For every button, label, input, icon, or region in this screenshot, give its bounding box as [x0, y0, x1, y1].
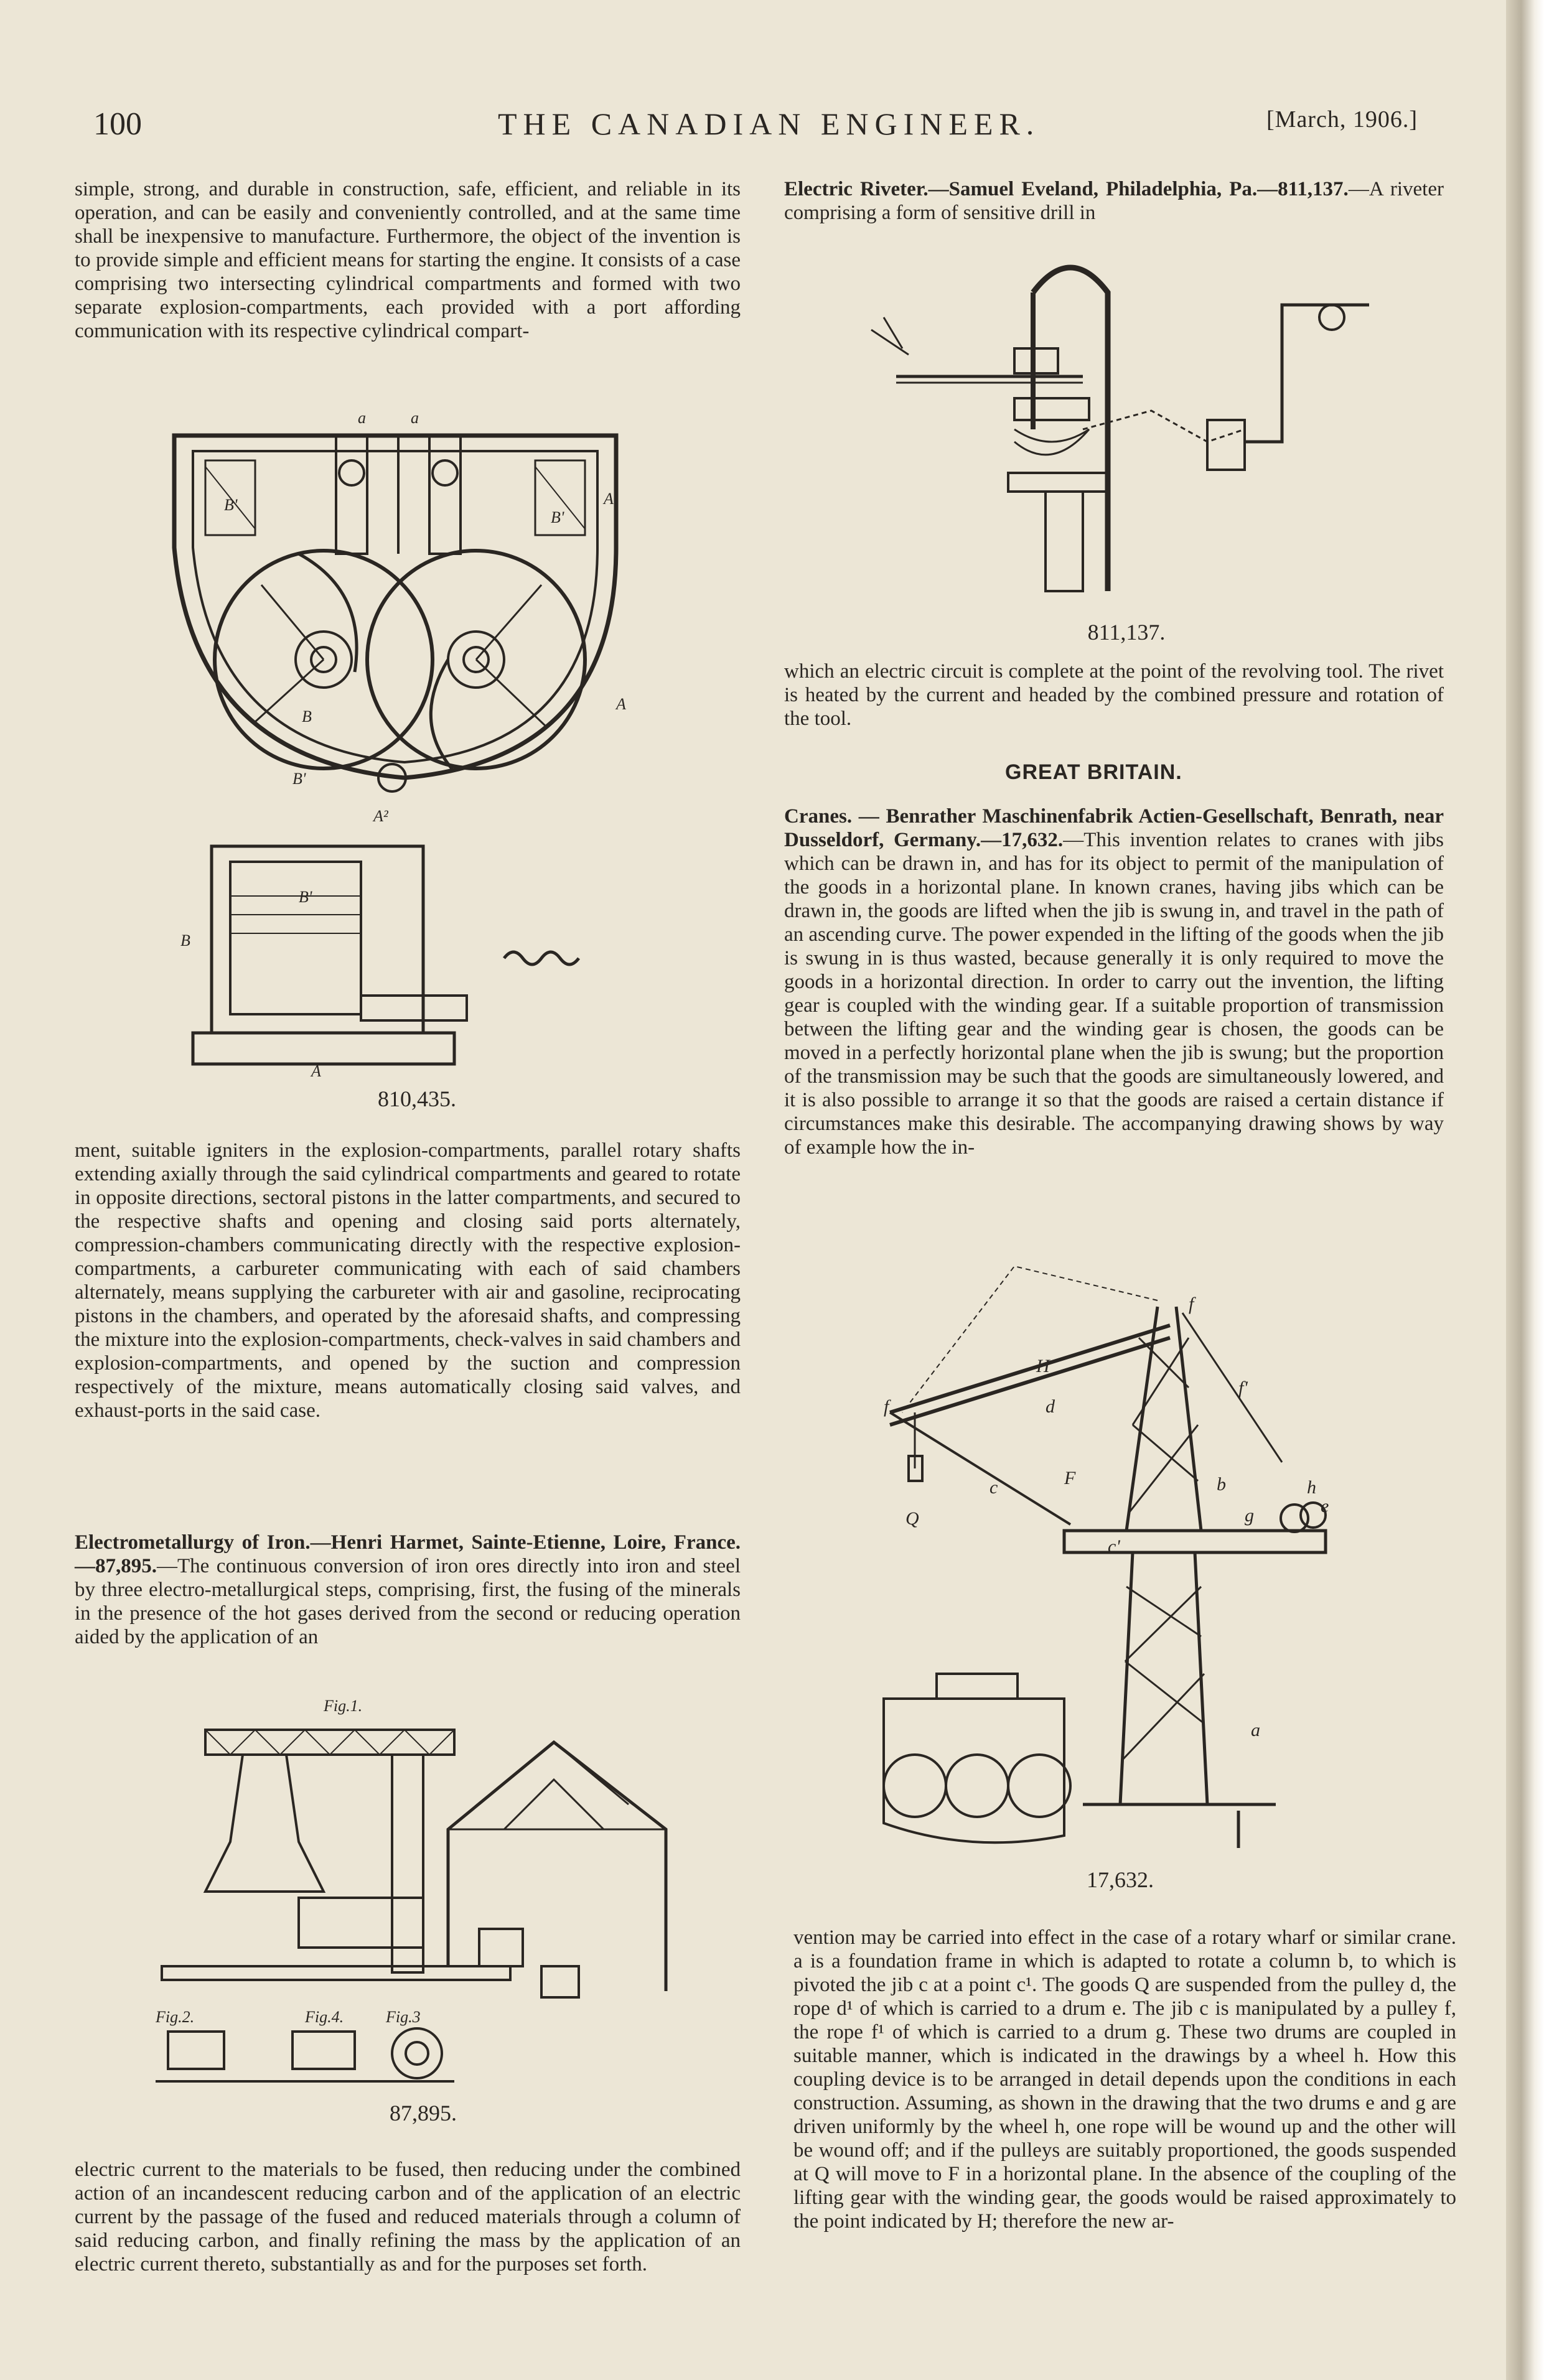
svg-text:B': B' [224, 496, 238, 514]
figure-810435-caption: 810,435. [378, 1086, 456, 1111]
svg-text:B: B [180, 931, 190, 950]
patent-body-riveter: —A riveter comprising a form of sensitive drill in [784, 178, 1444, 224]
svg-text:B': B' [292, 770, 306, 788]
svg-text:A²: A² [373, 807, 388, 825]
svg-text:f: f [1189, 1294, 1194, 1314]
right-paragraph-1 [784, 177, 1444, 225]
page-number: 100 [93, 106, 142, 142]
svg-text:F: F [1064, 1468, 1076, 1488]
svg-text:A: A [311, 1062, 321, 1080]
issue-date: [March, 1906.] [1266, 106, 1418, 133]
svg-text:e: e [1321, 1496, 1329, 1516]
svg-text:f: f [884, 1396, 889, 1417]
section-heading-great-britain: GREAT BRITAIN. [1005, 760, 1182, 784]
svg-text:g: g [1245, 1505, 1254, 1526]
patent-body-electrometallurgy: —The continuous conversion of iron ores directly into iron and steel by three electro-metallurgical steps, comprising, first, the fusing of the minerals in the presence of the hot gases derived from the second or reducing operation aided by the application of an [75, 1555, 741, 1648]
svg-text:Q: Q [905, 1508, 919, 1529]
svg-text:Fig.4.: Fig.4. [305, 2008, 344, 2026]
patent-heading-cranes: Cranes. — Benrather Maschinenfabrik Actien-Gesellschaft, Benrath, near Dusseldorf, Germany.—17,632. [784, 805, 1444, 851]
svg-text:Fig.2.: Fig.2. [156, 2008, 195, 2026]
left-paragraph-4: electric current to the materials to be fused, then reducing under the combined action of an incandescent reducing carbon and of the application of an electric current by the passage of the fused and reduced materials through a column of said reducing carbon, and finally refining the mass by the application of an electric current thereto, substantially as and for the purposes set forth. [75, 2158, 741, 2275]
right-paragraph-3 [784, 805, 1444, 1159]
furnace-patent-figure [156, 1692, 691, 2103]
svg-text:h: h [1307, 1477, 1316, 1498]
svg-text:c': c' [1108, 1536, 1120, 1557]
svg-text:H: H [1036, 1356, 1050, 1376]
crane-patent-figure [877, 1263, 1419, 1860]
right-paragraph-2: which an electric circuit is complete at the point of the revolving tool. The rivet is heated by the current and headed by the combined pressure and rotation of the tool. [784, 660, 1444, 730]
left-paragraph-1: simple, strong, and durable in construction, safe, efficient, and reliable in its operation, and can be easily and conveniently controlled, and at the same time shall be inexpensive to manufacture. Furthermore, the object of the invention is to provide simple and efficient means for starting the engine. It consists of a case comprising two intersecting cylindrical compartments and formed with two separate explosion-compartments, each provided with a port affording communication with its respective cylindrical compart- [75, 178, 741, 342]
svg-text:a: a [358, 409, 366, 427]
patent-heading-electrometallurgy: Electrometallurgy of Iron.—Henri Harmet, Sainte-Etienne, Loire, France.—87,895. [75, 1531, 741, 1577]
svg-text:Fig.3: Fig.3 [386, 2008, 421, 2026]
svg-text:c: c [990, 1477, 998, 1498]
patent-body-cranes: —This invention relates to cranes with jibs which can be drawn in, and has for its object to permit of the manipulation of the goods in a horizontal plane. In known cranes, having jibs which can be drawn in, the goods are lifted when the jib is swung in, and travel in the path of an ascending curve. The power expended in the lifting of the goods when the jib is swung in is thus wasted, because generally it is only required to move the goods in a horizontal direction. In order to carry out the invention, the lifting gear is coupled with the winding gear. If a suitable proportion of transmission between the lifting gear and the winding gear is chosen, the goods can be moved in a perfectly horizontal plane when the jib is swung; but the proportion of the transmission may be such that the goods are simultaneously lowered, and it is also possible to arrange it so that the goods are raised a certain distance if circumstances make this desirable. The accompanying drawing shows by way of example how the in- [784, 829, 1444, 1159]
svg-text:B': B' [551, 508, 564, 526]
left-paragraph-3 [75, 1531, 741, 1649]
engine-patent-figure [168, 398, 629, 1089]
figure-17632-caption: 17,632. [1087, 1867, 1154, 1892]
svg-text:a: a [411, 409, 419, 427]
left-paragraph-2: ment, suitable igniters in the explosion-compartments, parallel rotary shafts extending axially through the said cylindrical compartments and geared to rotate in opposite directions, sectoral pistons in the latter compartments, and secured to the respective shafts and opening and closing said ports alternately, compression-chambers communicating directly with the respective explosion-compartments, a carbureter communicating with each of said chambers alternately, means supplying the carbureter with air and gasoline, reciprocating pistons in the chambers, and operated by the aforesaid shafts, and compressing the mixture into the explosion-compartments, check-valves in said chambers and explosion-compartments, and opened by the suction and compression respectively of the mixture, means automatically closing said valves, and exhaust-ports in the said case. [75, 1139, 741, 1422]
patent-heading-riveter: Electric Riveter.—Samuel Eveland, Philadelphia, Pa.—811,137. [784, 178, 1349, 200]
svg-text:B: B [302, 707, 312, 726]
figure-811137-caption: 811,137. [1087, 620, 1166, 645]
page-binding-edge [1506, 0, 1544, 2380]
svg-text:Fig.1.: Fig.1. [324, 1697, 363, 1715]
svg-text:A': A' [604, 490, 617, 508]
svg-text:f': f' [1238, 1378, 1248, 1398]
figure-87895-caption: 87,895. [390, 2101, 457, 2126]
riveter-patent-figure [859, 243, 1369, 616]
svg-text:A: A [616, 695, 626, 713]
journal-title: THE CANADIAN ENGINEER. [498, 106, 1041, 141]
svg-text:a: a [1251, 1720, 1260, 1740]
svg-text:B': B' [299, 888, 312, 906]
right-paragraph-4: vention may be carried into effect in the case of a rotary wharf or similar crane. a is a foundation frame in which is adapted to rotate a column b, to which is pivoted the jib c at a point c¹. The goods Q are suspended from the pulley d, the rope d¹ of which is carried to a drum e. The jib c is manipulated by a pulley f, the rope f¹ of which is carried to a drum g. These two drums are coupled in suitable manner, which is indicated in the drawings by a wheel h. How this coupling device is to be arranged in detail depends upon the conditions in each construction. Assuming, as shown in the drawing that the two drums e and g are driven uniformly by the wheel h, one rope will be wound up and the other will be wound off; and if the pulleys are suitably proportioned, the goods suspended at Q will move to F in a horizontal plane. In the absence of the coupling of the lifting gear with the winding gear, the goods would be raised approximately to the point indicated by H; therefore the new ar- [793, 1926, 1456, 2233]
svg-text:b: b [1217, 1474, 1226, 1495]
svg-text:d: d [1046, 1396, 1055, 1417]
